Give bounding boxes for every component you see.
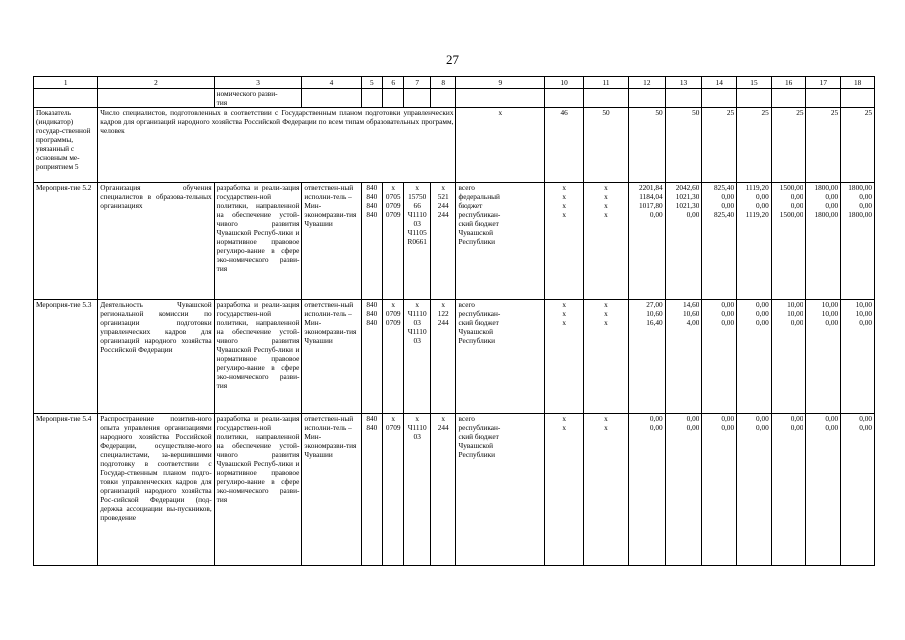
cell-line: 10,00 [821,300,839,309]
cell-line: 1800,00 [814,183,839,192]
cell-line: 0,00 [790,414,804,423]
event-c6-cell [383,183,404,300]
cell-line: 1800,00 [848,210,872,219]
cell-line: х [415,300,420,309]
event-c15-cell [737,414,772,566]
cell-line: 244 [437,210,449,219]
event-c14-cell [702,183,737,300]
event-executor: ответствен-ный исполни-тель – Мин-экономразви-тия Чувашии [302,183,361,300]
cell-line: х [562,192,566,201]
column-number: 4 [302,77,361,89]
event-c13-cell [665,183,702,300]
cell-line: 0,00 [756,423,769,432]
cell-line: 0,00 [790,201,804,210]
cell-line: ский бюджет [458,432,499,441]
cell-line: х [441,183,446,192]
cell-line: 825,40 [714,183,735,192]
indicator-value: 50 [584,108,629,183]
cell-line: 0,00 [756,201,769,210]
event-row-5-3 [34,300,875,414]
indicator-label: Показатель (индикатор) государ-ственной программы, увязанный с основным ме-роприятием 5 [34,108,98,183]
cell-line: 0,00 [686,210,700,219]
cell-line: 0,00 [859,201,872,210]
cell-line: 10,00 [855,309,872,318]
column-number: 17 [806,77,841,89]
event-c14-cell [702,300,737,414]
cell-line: 0,00 [721,192,735,201]
cell-line: х [562,309,566,318]
cell-line: 0709 [385,309,401,318]
cell-line: Чувашской [458,441,494,450]
cell-line: всего [458,414,475,423]
cell-line: 840 [366,183,378,192]
cell-line: х [562,318,566,327]
cell-line: 4,00 [686,318,700,327]
cell-line: Республики [458,237,496,246]
cell-line: 0,00 [686,414,700,423]
cell-line: Ч1110 [407,309,427,318]
event-executor: ответствен-ный исполни-тель – Мин-экономразви-тия Чувашии [302,414,361,566]
cell-line: 840 [366,210,378,219]
cell-line: 0,00 [790,192,804,201]
indicator-value: 25 [702,108,737,183]
cell-line: 0,00 [721,309,735,318]
column-number: 2 [98,77,214,89]
cell-line: R0661 [407,237,427,246]
cell-line: 1017,80 [638,201,663,210]
cell-line: 1800,00 [848,183,872,192]
cell-line: х [415,183,420,192]
cell-line: 840 [366,201,378,210]
indicator-value: 25 [841,108,875,183]
column-number: 3 [214,77,302,89]
cell-line: х [604,183,608,192]
event-goal: разработка и реали-зация государствен-ной политики, направленной на обеспечение устой-чивого развития Чувашской Респуб-лики и нормативное правовое регулиро-вание в сфере эко-номического разви-тия [214,300,302,414]
event-c13-cell [665,414,702,566]
cell-line: х [562,183,566,192]
indicator-row [34,108,875,183]
cell-line: 244 [437,201,449,210]
event-description: Распространение позитив-ного опыта управления организациями народного хозяйства Российской Федерации, осуществляе-мого специалистами, за-вершившими подготовку в соответствии с Государ-ственным планом подго-товки управленческих кадров для организаций народного хозяйства Рос-сийской Федерации (под-держка ассоциации вы-пускников, проведение [98,414,214,566]
event-c15-cell [737,183,772,300]
cell-line: х [604,414,608,423]
event-c12-cell [628,414,665,566]
indicator-description: Число специалистов, подготовленных в соответствии с Государственным планом подготовки управленческих кадров для организаций народного хозяйства Российской Федерации по всем типам образовательных программ, человек [98,108,456,183]
event-c17-cell [806,183,841,300]
cell-line: 03 [413,219,421,228]
indicator-value: 50 [628,108,665,183]
cell-line: 0,00 [825,201,839,210]
cell-line: всего [458,300,475,309]
event-c8-cell [430,414,456,566]
cell-line: Республики [458,336,496,345]
column-number: 8 [430,77,456,89]
cell-line: 1021,30 [675,201,700,210]
event-c12-cell [628,183,665,300]
event-c10-cell [545,300,584,414]
cell-line: республикан- [458,309,501,318]
cell-line: 840 [366,192,378,201]
cell-line: х [604,318,608,327]
cell-line: х [562,201,566,210]
cell-line: х [562,414,566,423]
event-c18-cell [841,300,875,414]
cell-line: Ч1110 [407,327,427,336]
event-c5-cell [361,300,382,414]
cell-line: Республики [458,450,496,459]
column-number: 11 [584,77,629,89]
cell-line: 0,00 [721,423,735,432]
event-c9-cell [456,183,545,300]
cell-line: республикан- [458,423,501,432]
cell-line: 825,40 [714,210,735,219]
column-number: 9 [456,77,545,89]
cell-line: ский бюджет [458,318,499,327]
event-c5-cell [361,414,382,566]
cell-line: бюджет [458,201,483,210]
cell-line: 2201,84 [638,183,663,192]
event-c8-cell [430,183,456,300]
cell-line: федеральный [458,192,500,201]
cell-line: Ч1110 [407,423,427,432]
event-c8-cell [430,300,456,414]
cell-line: х [604,309,608,318]
event-c18-cell [841,414,875,566]
cell-line: 244 [437,423,449,432]
event-c17-cell [806,300,841,414]
cell-line: х [604,300,608,309]
cell-line: х [562,300,566,309]
column-number: 16 [771,77,806,89]
column-number: 6 [383,77,404,89]
cell-line: 0,00 [859,318,872,327]
event-executor: ответствен-ный исполни-тель – Мин-экономразви-тия Чувашии [302,300,361,414]
cell-line: республикан- [458,210,501,219]
cell-line: 0,00 [859,192,872,201]
cell-line: 840 [366,423,378,432]
cell-line: х [562,210,566,219]
cell-line: Чувашской [458,327,494,336]
cell-line: 840 [366,318,378,327]
indicator-value: 46 [545,108,584,183]
cell-line: 0,00 [790,318,804,327]
event-description: Деятельность Чувашской региональной комиссии по организации подготовки управленческих кадров для организаций народного хозяйства Российской Федерации [98,300,214,414]
column-number: 13 [665,77,702,89]
budget-table [33,76,875,566]
column-number: 14 [702,77,737,89]
event-c14-cell [702,414,737,566]
event-label: Мероприя-тие 5.3 [34,300,98,414]
cell-line: 0,00 [686,423,700,432]
event-description: Организация обучения специалистов в образова-тельных организациях [98,183,214,300]
event-goal: разработка и реали-зация государствен-ной политики, направленной на обеспечение устой-чивого развития Чувашской Респуб-лики и нормативное правовое регулиро-вание в сфере эко-номического разви-тия [214,183,302,300]
indicator-value: 25 [771,108,806,183]
indicator-value: 25 [806,108,841,183]
event-c11-cell [584,183,629,300]
event-c13-cell [665,300,702,414]
cell-line: 0,00 [825,318,839,327]
cell-line: 10,60 [683,309,700,318]
cell-line: 16,40 [646,318,663,327]
event-c18-cell [841,183,875,300]
continuation-row [34,89,875,108]
cell-line: 0,00 [649,414,663,423]
event-c9-cell [456,300,545,414]
cell-line: х [415,414,420,423]
event-label: Мероприя-тие 5.4 [34,414,98,566]
indicator-source: х [456,108,545,183]
event-row-5-4 [34,414,875,566]
cell-line: 0,00 [756,309,769,318]
cell-line: 122 [437,309,449,318]
cell-line: 0709 [385,423,401,432]
cell-line: 15750 [408,192,427,201]
cell-line: х [391,414,396,423]
cell-line: х [604,210,608,219]
event-c10-cell [545,414,584,566]
cell-line: 0,00 [756,414,769,423]
event-c17-cell [806,414,841,566]
event-c7-cell [404,300,431,414]
cell-line: ский бюджет [458,219,499,228]
cell-line: 0709 [385,318,401,327]
cell-line: 0709 [385,201,401,210]
cell-line: 0,00 [859,414,872,423]
event-c16-cell [771,183,806,300]
cell-line: 0,00 [825,423,839,432]
cell-line: 0,00 [721,318,735,327]
cell-line: 2042,60 [675,183,700,192]
event-label: Мероприя-тие 5.2 [34,183,98,300]
cell-line: 840 [366,300,378,309]
cell-line: 14,60 [683,300,700,309]
cell-line: 10,00 [787,309,804,318]
cell-line: 244 [437,318,449,327]
cell-line: Ч1105 [407,228,427,237]
event-c12-cell [628,300,665,414]
event-c16-cell [771,300,806,414]
cell-line: х [441,300,446,309]
indicator-value: 25 [737,108,772,183]
cell-line: х [604,192,608,201]
cell-line: 0705 [385,192,401,201]
cell-line: 1119,20 [745,210,769,219]
event-c11-cell [584,414,629,566]
cell-line: Ч1110 [407,210,427,219]
cell-line: х [604,201,608,210]
cell-line: 1119,20 [745,183,769,192]
cell-line: 840 [366,414,378,423]
cell-line: 521 [437,192,449,201]
cell-line: всего [458,183,475,192]
column-number: 18 [841,77,875,89]
cell-line: х [391,183,396,192]
cell-line: 0,00 [721,300,735,309]
cell-line: х [441,414,446,423]
cell-line: 0,00 [756,318,769,327]
indicator-value: 50 [665,108,702,183]
event-c15-cell [737,300,772,414]
event-c10-cell [545,183,584,300]
cell-line: х [604,423,608,432]
cell-line: х [562,423,566,432]
cell-line: 0709 [385,210,401,219]
cell-line: 03 [413,432,421,441]
cell-line: 1021,30 [675,192,700,201]
event-c6-cell [383,414,404,566]
cell-line: 03 [413,336,421,345]
cell-line: 10,00 [855,300,872,309]
event-c6-cell [383,300,404,414]
cell-line: 0,00 [790,423,804,432]
cell-line: 0,00 [649,423,663,432]
event-c9-cell [456,414,545,566]
cell-line: 840 [366,309,378,318]
column-number: 12 [628,77,665,89]
event-row-5-2 [34,183,875,300]
cell-line: 0,00 [721,414,735,423]
cell-line: 03 [413,318,421,327]
event-goal: разработка и реали-зация государствен-ной политики, направленной на обеспечение устой-чивого развития Чувашской Респуб-лики и нормативное правовое регулиро-вание в сфере эко-номического разви-тия [214,414,302,566]
cell-line: 0,00 [721,201,735,210]
cell-line: 0,00 [756,192,769,201]
column-number: 7 [404,77,431,89]
cell-line: 1184,04 [639,192,663,201]
cell-line: 0,00 [825,192,839,201]
event-c7-cell [404,414,431,566]
column-number: 1 [34,77,98,89]
column-number-row [34,77,875,89]
cell-line: 0,00 [825,414,839,423]
cell-line: 1500,00 [779,183,804,192]
cell-line: х [391,300,396,309]
cell-line: 1500,00 [779,210,804,219]
cell-line: 0,00 [756,300,769,309]
cell-line: 1800,00 [814,210,839,219]
event-c7-cell [404,183,431,300]
continuation-text: номического разви- тия [214,89,302,108]
page-number: 27 [446,52,459,67]
event-c16-cell [771,414,806,566]
cell-line: 0,00 [859,423,872,432]
column-number: 5 [361,77,382,89]
cell-line: 10,60 [646,309,663,318]
cell-line: 0,00 [649,210,663,219]
cell-line: 27,00 [646,300,663,309]
cell-line: Чувашской [458,228,494,237]
cell-line: 10,00 [821,309,839,318]
cell-line: 10,00 [787,300,804,309]
event-c5-cell [361,183,382,300]
column-number: 15 [737,77,772,89]
event-c11-cell [584,300,629,414]
cell-line: 66 [413,201,421,210]
column-number: 10 [545,77,584,89]
